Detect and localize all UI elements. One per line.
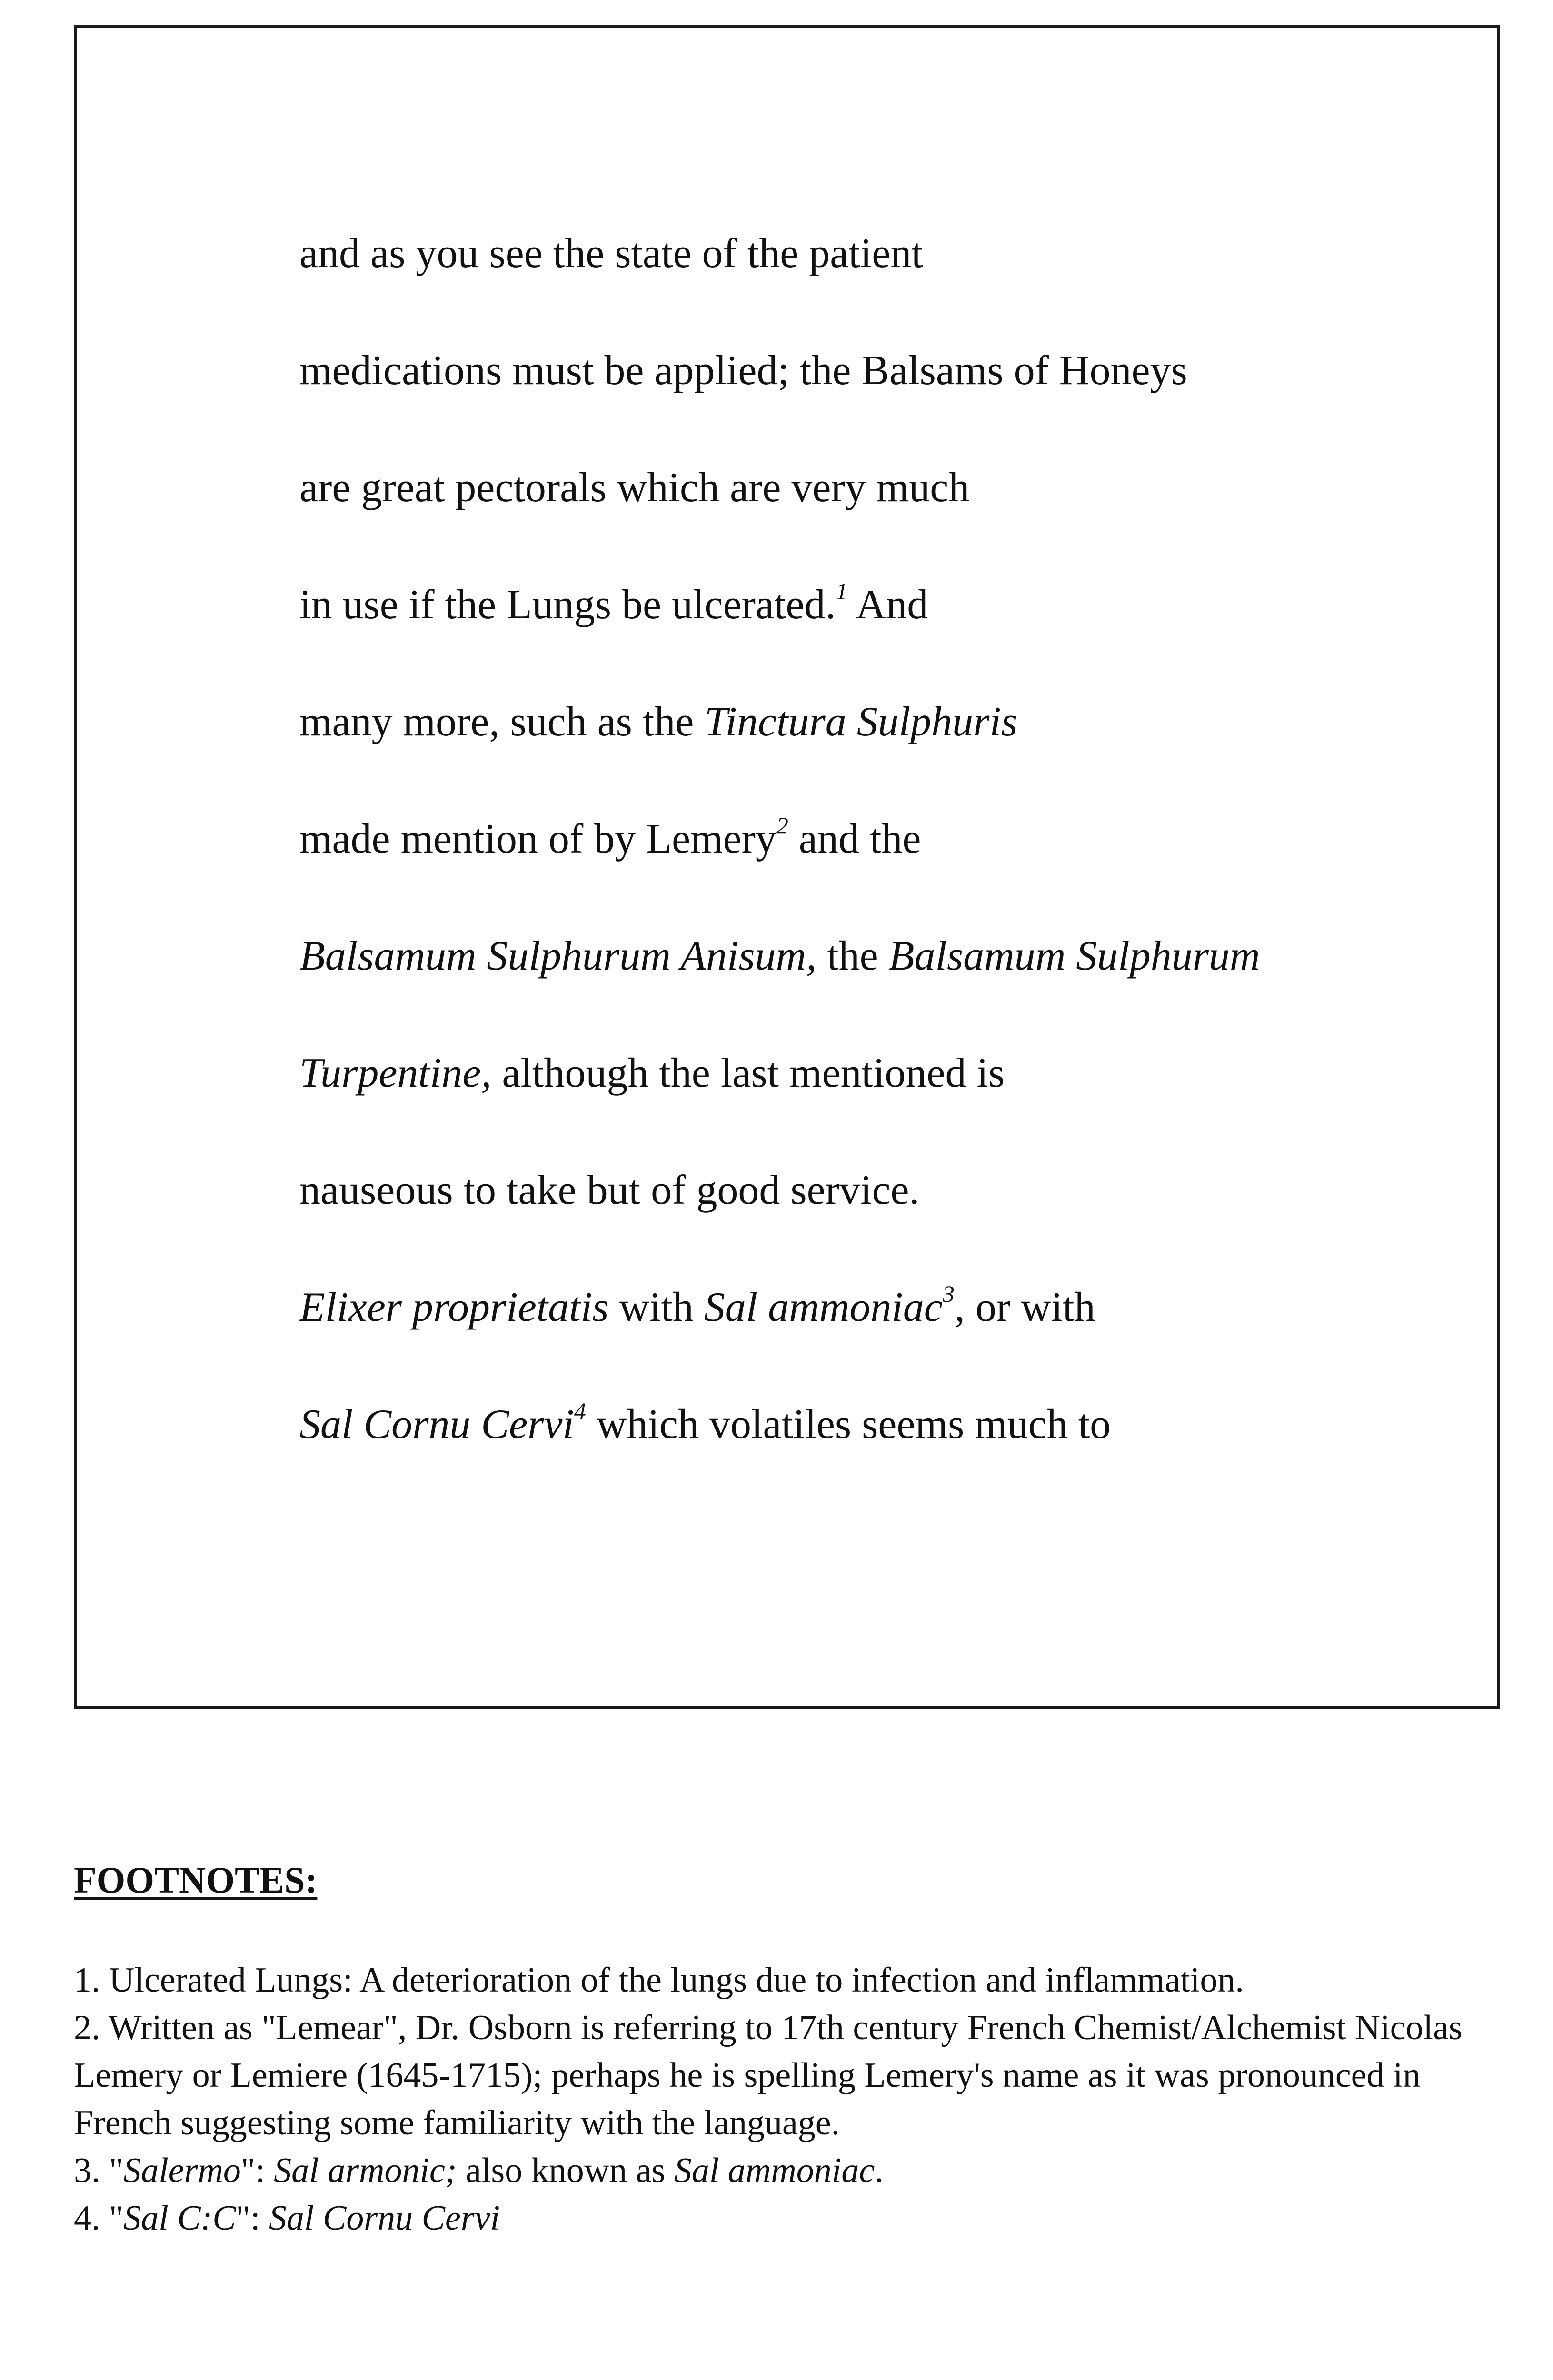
footnotes-heading: FOOTNOTES: [74,1859,318,1901]
footnote-2: 2. Written as "Lemear", Dr. Osborn is referring to 17th century French Chemist/Alchemist Nicolas Lemery or Lemiere (1645-1715); perhaps he is spelling Lemery's name as it was pronounced in French suggesting some familiarity with the language. [74,2008,1463,2142]
footnote-1: 1. Ulcerated Lungs: A deterioration of the lungs due to infection and inflammation. [74,1961,1244,2000]
footnote-ref-1: 1 [836,578,848,605]
footnote-4: 4. "Sal C:C": Sal Cornu Cervi [74,2199,500,2238]
line-10: Elixer proprietatis with Sal ammoniac$^3$, or with [299,1280,1095,1330]
footnotes-section [74,1856,1497,2242]
line-2: medications must be applied; the Balsams of Honeys [299,347,1187,394]
line-9: nauseous to take but of good service. [299,1167,920,1213]
line-1: and as you see the state of the patient [299,230,923,277]
footnote-ref-2: 2 [776,812,788,839]
footnote-ref-4: 4 [574,1398,586,1424]
line-6: made mention of by Lemery$^2$ and the [299,812,921,862]
line-4: in use if the Lungs be ulcerated.$^1$ And [299,578,928,628]
line-8: Turpentine, although the last mentioned is [299,1050,1005,1096]
manuscript-frame [74,25,1500,1709]
footnote-3: 3. "Salermo": Sal armonic; also known as Sal ammoniac. [74,2151,884,2190]
line-11: Sal Cornu Cervi$^4$ which volatiles seems much to [299,1398,1111,1448]
line-7: Balsamum Sulphurum Anisum, the Balsamum Sulphurum [299,933,1260,979]
line-5: many more, such as the Tinctura Sulphuris [299,699,1018,745]
line-3: are great pectorals which are very much [299,465,970,511]
transcription-body [299,218,1537,1506]
footnote-ref-3: 3 [942,1280,955,1307]
